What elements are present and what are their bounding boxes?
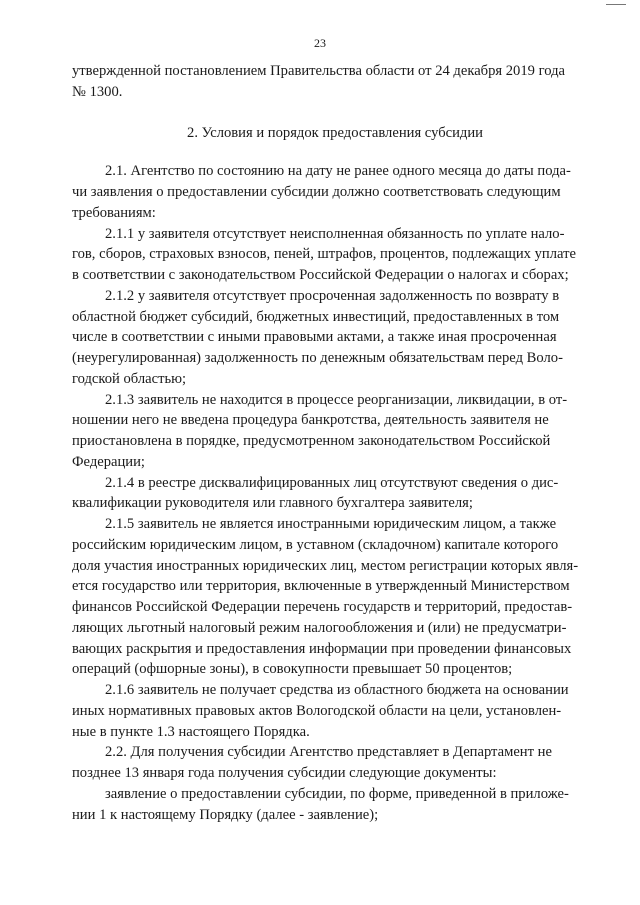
text-line: в соответствии с законодательством Российской Федерации о налогах и сборах; [72, 267, 569, 283]
paragraph [72, 742, 586, 784]
text-line: 2.1.6 заявитель не получает средства из областного бюджета на основании [105, 682, 569, 698]
text-line: приостановлена в порядке, предусмотренном законодательством Российской [72, 433, 551, 449]
text-line: Федерации; [72, 453, 145, 470]
text-line: позднее 13 января года получения субсидии следующие документы: [72, 765, 497, 781]
text-line: операций (офшорные зоны), в совокупности превышает 50 процентов; [72, 661, 513, 678]
intro-paragraph [72, 61, 586, 103]
text-line: числе в соответствии с иными правовыми актами, а также иная просроченная [72, 329, 557, 346]
text-line: вающих раскрытия и предоставления информации при проведении финансовых [72, 640, 572, 657]
paragraph [72, 473, 586, 515]
text-line: заявление о предоставлении субсидии, по форме, приведенной в приложе- [105, 785, 569, 802]
text-line: областной бюджет субсидий, бюджетных инвестиций, предоставленных в том [72, 308, 560, 325]
text-line: 2.1.4 в реестре дисквалифицированных лиц отсутствуют сведения о дис- [105, 474, 559, 491]
text-line: 2.1.2 у заявителя отсутствует просроченная задолженность по возврату в [105, 287, 560, 304]
text-line: российским юридическим лицом, в уставном (складочном) капитале которого [72, 536, 559, 553]
text-line: требованиям: [72, 204, 156, 221]
paragraph [72, 224, 586, 286]
paragraph [72, 784, 586, 826]
text-line: (неурегулированная) задолженность по денежным обязательствам перед Воло- [72, 350, 563, 366]
text-line: чи заявления о предоставлении субсидии должно соответствовать следующим [72, 184, 561, 200]
text-line: годской областью; [72, 370, 187, 387]
text-line: 2.1.1 у заявителя отсутствует неисполненная обязанность по уплате нало- [105, 225, 565, 242]
text-line: № 1300. [72, 83, 123, 100]
text-line: ется государство или территория, включенные в утвержденный Министерством [72, 578, 570, 595]
text-line: доля участия иностранных юридических лиц, местом регистрации которых явля- [72, 557, 579, 574]
text-line: финансов Российской Федерации перечень государств и территорий, предостав- [72, 599, 573, 615]
text-line: иных нормативных правовых актов Вологодской области на цели, установлен- [72, 702, 562, 719]
text-line: ные в пункте 1.3 настоящего Порядка. [72, 723, 310, 740]
text-line: утвержденной постановлением Правительства области от 24 декабря 2019 года [72, 63, 566, 79]
paragraph [72, 161, 586, 223]
text-line: гов, сборов, страховых взносов, пеней, штрафов, процентов, подлежащих уплате [72, 246, 576, 263]
text-line: ляющих льготный налоговый режим налогообложения и (или) не предусматри- [72, 619, 567, 636]
paragraph [72, 680, 586, 742]
document-body [72, 61, 586, 825]
text-line: квалификации руководителя или главного бухгалтера заявителя; [72, 495, 473, 512]
paragraph [72, 514, 586, 680]
text-line: 2.1. Агентство по состоянию на дату не ранее одного месяца до даты пода- [105, 163, 571, 180]
paragraph-list [72, 161, 586, 825]
text-line: нии 1 к настоящему Порядку (далее - заявление); [72, 806, 379, 823]
scan-corner-mark [606, 0, 626, 5]
text-line: 2.1.5 заявитель не является иностранными юридическим лицом, а также [105, 516, 557, 532]
section-heading: 2. Условия и порядок предоставления субсидии [187, 124, 483, 141]
paragraph [72, 390, 586, 473]
text-line: 2.1.3 заявитель не находится в процессе реорганизации, ликвидации, в от- [105, 391, 568, 408]
text-line: 2.2. Для получения субсидии Агентство представляет в Департамент не [105, 744, 552, 761]
page-number: 23 [314, 36, 326, 50]
text-line: ношении него не введена процедура банкротства, деятельность заявителя не [72, 412, 549, 429]
paragraph [72, 286, 586, 390]
